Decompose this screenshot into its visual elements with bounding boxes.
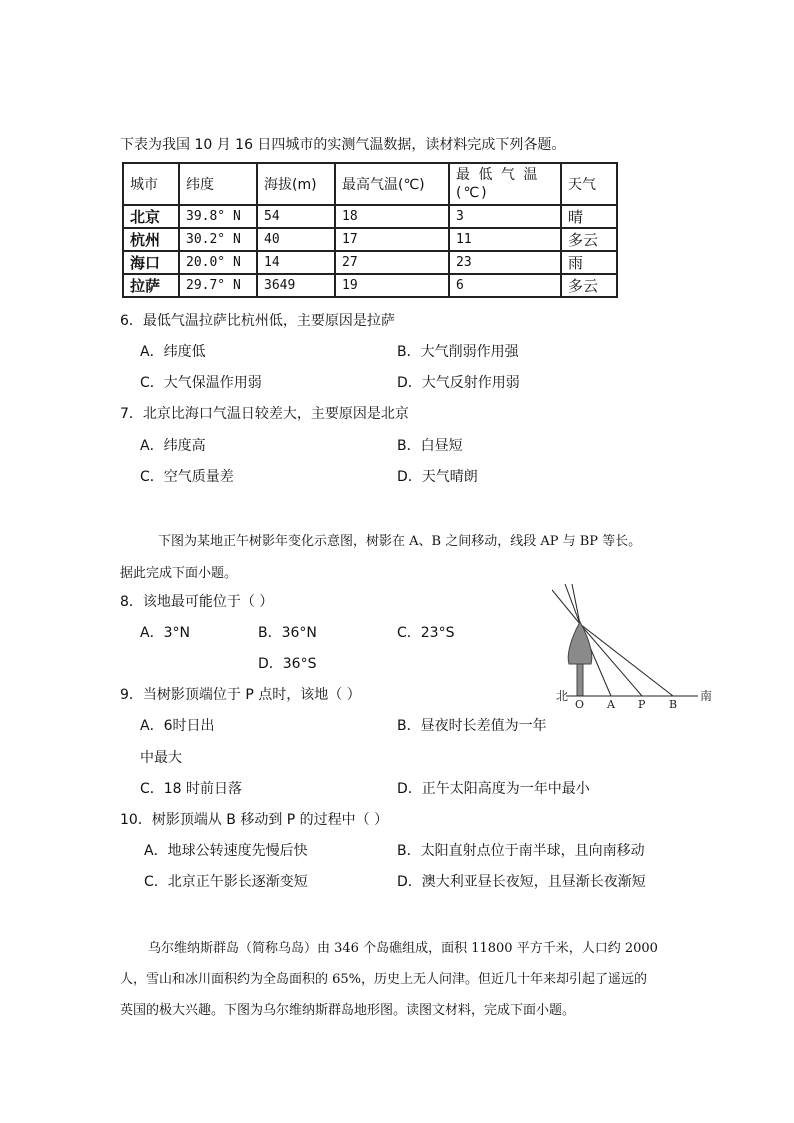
tree-trunk-icon	[577, 664, 583, 696]
cell-latitude: 30.2° N	[179, 228, 257, 251]
cell-city: 北京	[123, 205, 179, 228]
temperature-table	[122, 162, 618, 298]
q10-option-b[interactable]: B．太阳直射点位于南半球，且向南移动	[397, 843, 645, 859]
cell-min-temp: 3	[449, 205, 561, 228]
q8-option-c[interactable]: C．23°S	[397, 625, 455, 641]
intro-text-2-line2: 据此完成下面小题。	[120, 566, 238, 581]
intro-text-3-line2: 人，雪山和冰川面积约为全岛面积的 65%，历史上无人问津。但近几十年来却引起了遥远的	[120, 972, 648, 987]
cell-altitude: 40	[257, 228, 335, 251]
q9-option-b[interactable]: B．昼夜时长差值为一年	[397, 718, 547, 734]
cell-min-temp: 11	[449, 228, 561, 251]
table-header-row	[123, 163, 617, 205]
sun-ray-line	[565, 584, 580, 624]
q10-option-c[interactable]: C．北京正午影长逐渐变短	[144, 874, 308, 890]
header-altitude: 海拔(m)	[257, 163, 335, 205]
q9-option-d[interactable]: D．正午太阳高度为一年中最小	[397, 781, 590, 797]
q6-option-d[interactable]: D．大气反射作用弱	[397, 375, 520, 391]
table-row	[123, 205, 617, 228]
cell-weather: 多云	[561, 228, 617, 251]
cell-altitude: 3649	[257, 274, 335, 297]
q7-option-c[interactable]: C．空气质量差	[140, 469, 234, 485]
sun-ray-line	[572, 584, 580, 624]
cell-min-temp: 6	[449, 274, 561, 297]
q7-option-b[interactable]: B．白昼短	[397, 438, 463, 454]
header-min-temp: 最 低 气 温 (℃)	[449, 163, 561, 205]
label-point-a: A	[607, 698, 615, 710]
q9-option-c[interactable]: C．18 时前日落	[140, 781, 243, 797]
label-point-o: O	[575, 698, 585, 710]
tree-crown-icon	[568, 622, 592, 664]
q7-option-d[interactable]: D．天气晴朗	[397, 469, 478, 485]
cell-max-temp: 17	[335, 228, 449, 251]
header-weather: 天气	[561, 163, 617, 205]
q9-option-b-continued: 中最大	[140, 750, 182, 766]
q6-option-c[interactable]: C．大气保温作用弱	[140, 375, 262, 391]
q8-stem: 8．该地最可能位于（ ）	[120, 594, 274, 610]
cell-weather: 晴	[561, 205, 617, 228]
q6-option-b[interactable]: B．大气削弱作用强	[397, 344, 519, 360]
header-city: 城市	[123, 163, 179, 205]
cell-weather: 雨	[561, 251, 617, 274]
tree-shadow-diagram	[552, 584, 722, 710]
table-row	[123, 228, 617, 251]
q10-stem: 10．树影顶端从 B 移动到 P 的过程中（ ）	[120, 812, 389, 828]
shadow-line-b	[580, 624, 673, 696]
header-latitude: 纬度	[179, 163, 257, 205]
cell-max-temp: 27	[335, 251, 449, 274]
cell-weather: 多云	[561, 274, 617, 297]
q6-option-a[interactable]: A．纬度低	[140, 344, 206, 360]
intro-text-3-line1: 乌尔维纳斯群岛（简称乌岛）由 346 个岛礁组成，面积 11800 平方千米，人口约 2000	[148, 941, 658, 956]
q9-stem: 9．当树影顶端位于 P 点时，该地（ ）	[120, 687, 361, 703]
table-row	[123, 274, 617, 297]
q9-option-a[interactable]: A．6时日出	[140, 718, 215, 734]
q8-option-d[interactable]: D．36°S	[258, 656, 317, 672]
label-point-p: P	[638, 698, 646, 710]
cell-max-temp: 18	[335, 205, 449, 228]
label-north: 北	[556, 689, 569, 703]
intro-text-2-line1: 下图为某地正午树影年变化示意图，树影在 A、B 之间移动，线段 AP 与 BP 等长。	[158, 534, 642, 549]
cell-max-temp: 19	[335, 274, 449, 297]
cell-latitude: 29.7° N	[179, 274, 257, 297]
cell-city: 拉萨	[123, 274, 179, 297]
cell-altitude: 14	[257, 251, 335, 274]
q10-option-a[interactable]: A．地球公转速度先慢后快	[144, 843, 308, 859]
label-point-b: B	[669, 698, 678, 710]
table-row	[123, 251, 617, 274]
header-max-temp: 最高气温(℃)	[335, 163, 449, 205]
cell-latitude: 39.8° N	[179, 205, 257, 228]
q6-stem: 6．最低气温拉萨比杭州低，主要原因是拉萨	[120, 313, 395, 329]
q8-option-b[interactable]: B．36°N	[258, 625, 317, 641]
cell-min-temp: 23	[449, 251, 561, 274]
q8-option-a[interactable]: A．3°N	[140, 625, 190, 641]
q7-option-a[interactable]: A．纬度高	[140, 438, 206, 454]
intro-text-1: 下表为我国 10 月 16 日四城市的实测气温数据，读材料完成下列各题。	[120, 137, 566, 153]
sun-ray-line	[552, 590, 580, 624]
intro-text-3-line3: 英国的极大兴趣。下图为乌尔维纳斯群岛地形图。读图文材料，完成下面小题。	[120, 1003, 576, 1018]
q10-option-d[interactable]: D．澳大利亚昼长夜短，且昼渐长夜渐短	[397, 874, 646, 890]
cell-altitude: 54	[257, 205, 335, 228]
cell-latitude: 20.0° N	[179, 251, 257, 274]
q7-stem: 7．北京比海口气温日较差大，主要原因是北京	[120, 406, 409, 422]
cell-city: 海口	[123, 251, 179, 274]
label-south: 南	[700, 689, 713, 703]
cell-city: 杭州	[123, 228, 179, 251]
